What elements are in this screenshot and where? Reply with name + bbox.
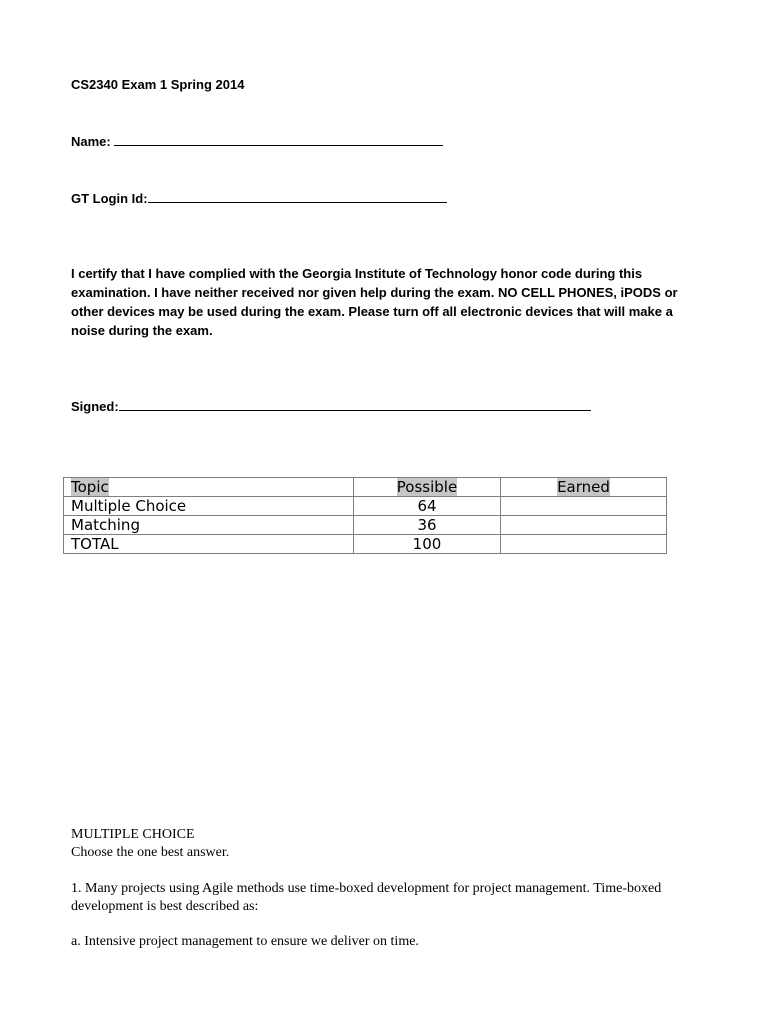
section-instruction: Choose the one best answer. <box>71 845 230 860</box>
header-topic-cell <box>64 478 354 497</box>
header-possible: Possible <box>396 478 458 496</box>
table-row <box>64 535 667 554</box>
topic-cell: Matching <box>64 516 354 535</box>
question-1-text: 1. Many projects using Agile methods use time-boxed development for project management. Time-boxed development is best described as: <box>71 881 662 914</box>
exam-title: CS2340 Exam 1 Spring 2014 <box>71 77 245 92</box>
login-blank-line <box>148 189 447 203</box>
signature-blank-line <box>119 397 591 411</box>
earned-cell <box>501 516 667 535</box>
question-1-option-a: a. Intensive project management to ensure we deliver on time. <box>71 934 419 949</box>
section-heading: MULTIPLE CHOICE <box>71 827 195 842</box>
signed-label: Signed: <box>71 399 119 414</box>
header-possible-cell <box>354 478 501 497</box>
possible-cell: 64 <box>354 497 501 516</box>
topic-cell: TOTAL <box>64 535 354 554</box>
score-table <box>63 477 667 554</box>
earned-cell <box>501 535 667 554</box>
name-blank-line <box>114 132 443 146</box>
possible-cell: 100 <box>354 535 501 554</box>
table-row <box>64 497 667 516</box>
honor-code-statement: I certify that I have complied with the Georgia Institute of Technology honor code during this examination. I have neither received nor given help during the exam. NO CELL PHONES, iPODS or other devices may be used during the exam. Please turn off all electronic devices that will make a noise during the exam. <box>71 266 678 338</box>
table-row <box>64 516 667 535</box>
topic-cell: Multiple Choice <box>64 497 354 516</box>
login-label: GT Login Id: <box>71 191 148 206</box>
score-table-header-row <box>64 478 667 497</box>
name-label: Name: <box>71 134 115 149</box>
header-earned: Earned <box>557 478 610 496</box>
signed-row <box>71 397 591 416</box>
header-topic: Topic <box>71 478 109 496</box>
header-earned-cell <box>501 478 667 497</box>
login-row <box>71 189 447 208</box>
name-row <box>71 132 443 151</box>
possible-cell: 36 <box>354 516 501 535</box>
earned-cell <box>501 497 667 516</box>
